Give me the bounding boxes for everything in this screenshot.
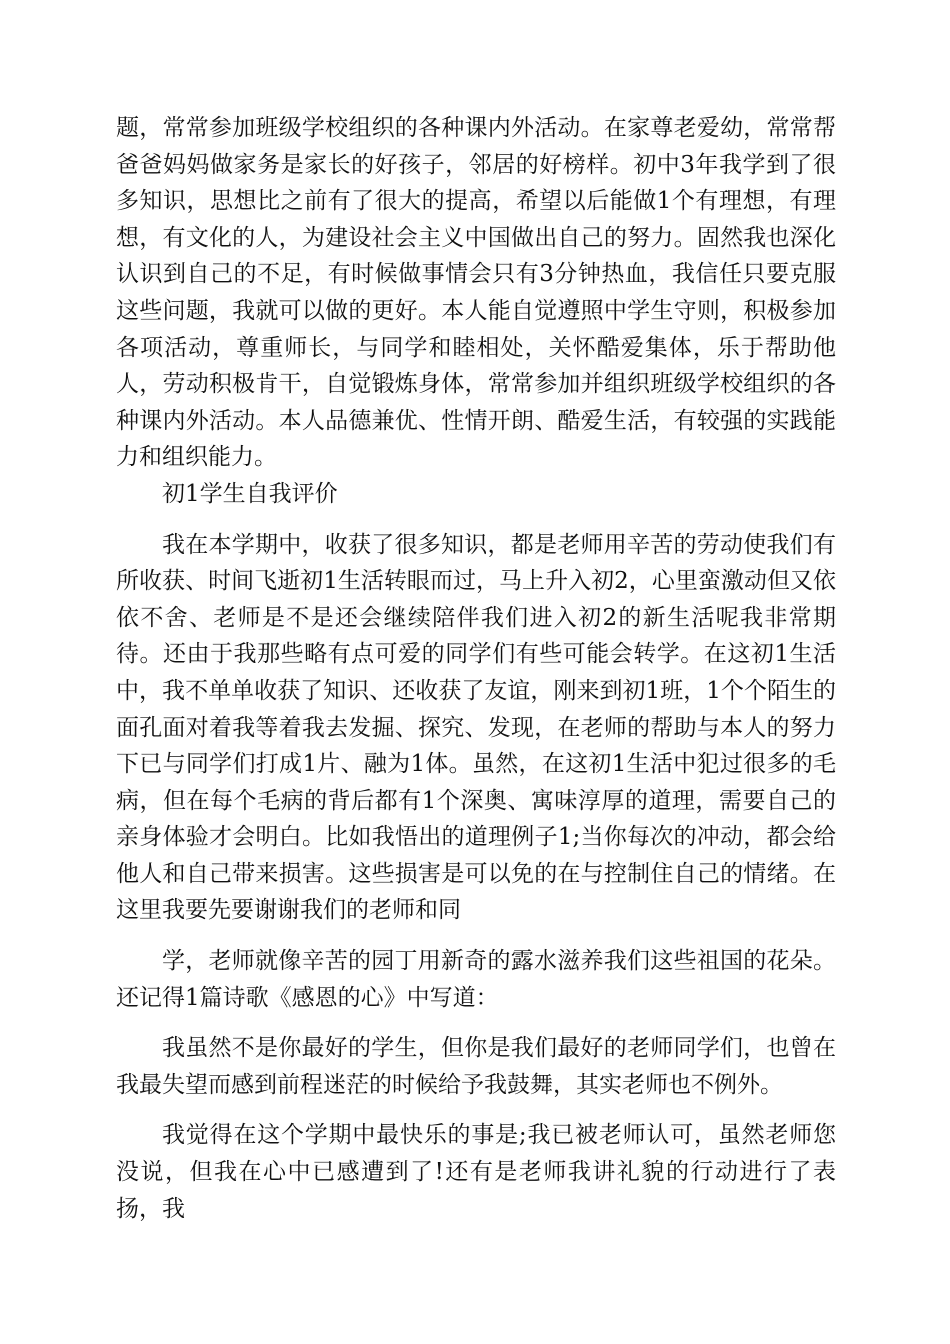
paragraph-happiest-thing: 我觉得在这个学期中最快乐的事是;我已被老师认可，虽然老师您没说，但我在心中已感遭到了!还有是老师我讲礼貌的行动进行了表扬，我 [116,1122,836,1222]
paragraph-self-evaluation: 我在本学期中，收获了很多知识，都是老师用辛苦的劳动使我们有所收获、时间飞逝初1生活转眼而过，马上升入初2，心里蛮激动但又依依不舍、老师是不是还会继续陪伴我们进入初2的新生活呢我非常期待。还由于我那些略有点可爱的同学们有些可能会转学。在这初1生活中，我不单单收获了知识、还收获了友谊，刚来到初1班，1个个陌生的面孔面对着我等着我去发掘、探究、发现，在老师的帮助与本人的努力下已与同学们打成1片、融为1体。虽然，在这初1生活中犯过很多的毛病，但在每个毛病的背后都有1个深奥、寓味淳厚的道理，需要自己的亲身体验才会明白。比如我悟出的道理例子1;当你每次的冲动，都会给他人和自己带来损害。这些损害是可以免的在与控制住自己的情绪。在这里我要先要谢谢我们的老师和同 [116,531,836,924]
paragraph-poem-quote: 我虽然不是你最好的学生，但你是我们最好的老师同学们，也曾在我最失望而感到前程迷茫的时候给予我鼓舞，其实老师也不例外。 [116,1035,836,1098]
paragraph-continuation: 题，常常参加班级学校组织的各种课内外活动。在家尊老爱幼，常常帮爸爸妈妈做家务是家长的好孩子，邻居的好榜样。初中3年我学到了很多知识，思想比之前有了很大的提高，希望以后能做1个有理想，有理想，有文化的人，为建设社会主义中国做出自己的努力。固然我也深化认识到自己的不足，有时候做事情会只有3分钟热血，我信任只要克服这些问题，我就可以做的更好。本人能自觉遵照中学生守则，积极参加各项活动，尊重师长，与同学和睦相处，关怀酷爱集体，乐于帮助他人，劳动积极肯干，自觉锻炼身体，常常参加并组织班级学校组织的各种课内外活动。本人品德兼优、性情开朗、酷爱生活，有较强的实践能力和组织能力。 [116,115,836,471]
section-heading: 初1学生自我评价 [162,480,338,507]
document-body [116,110,836,1227]
paragraph-poem-intro: 学，老师就像辛苦的园丁用新奇的露水滋养我们这些祖国的花朵。还记得1篇诗歌《感恩的心》中写道： [116,948,836,1011]
